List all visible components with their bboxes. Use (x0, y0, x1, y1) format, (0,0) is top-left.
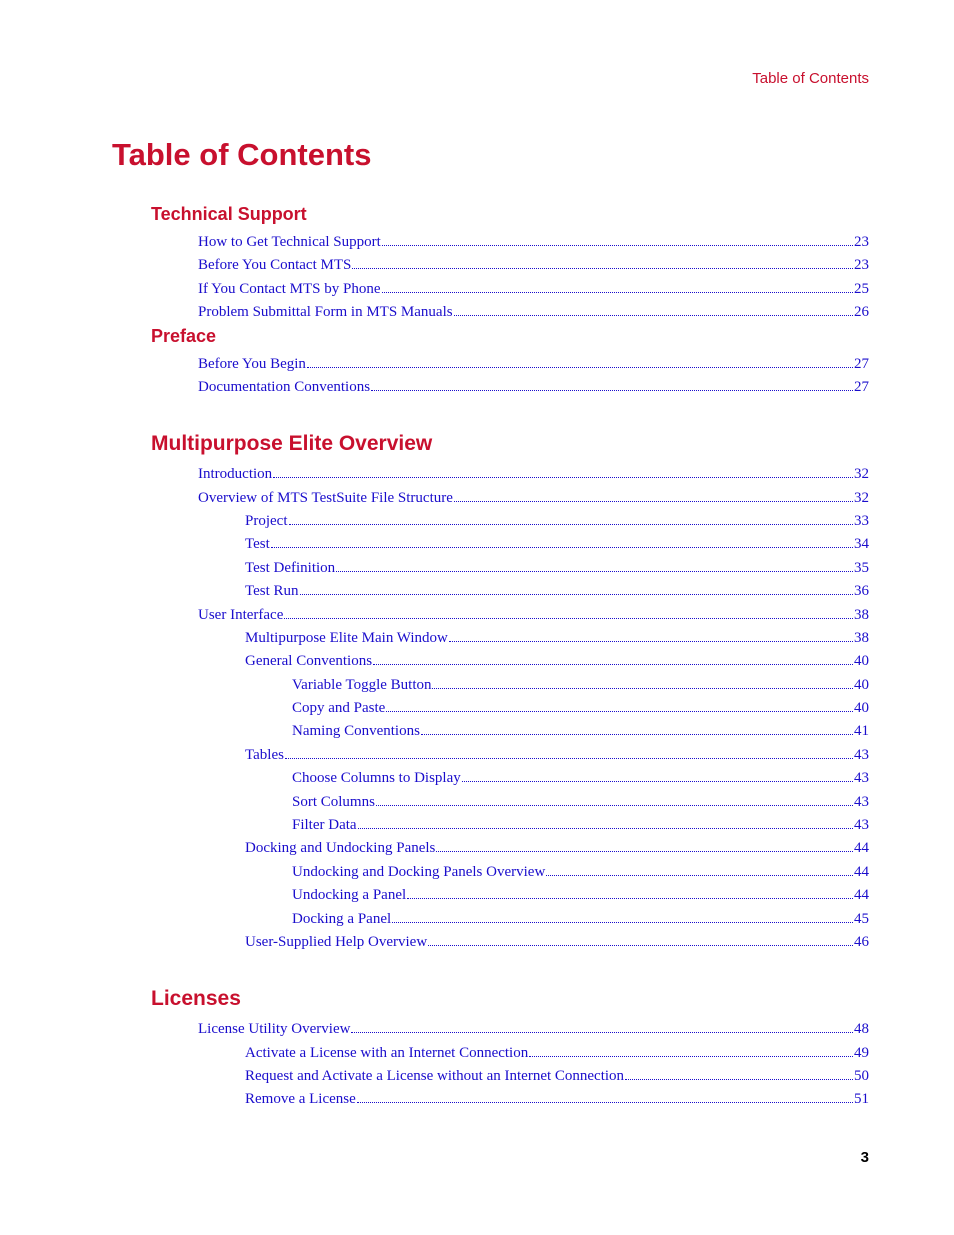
page-title: Table of Contents (112, 137, 372, 172)
toc-entry-request-activate-license[interactable] (245, 1064, 869, 1084)
toc-entry-page: 40 (854, 700, 869, 716)
dot-leader (386, 696, 853, 712)
toc-entry-choose-columns[interactable] (292, 766, 869, 786)
toc-entry-label: Before You Contact MTS (198, 257, 352, 273)
toc-entry-docking-a-panel[interactable] (292, 907, 869, 927)
toc-entry-test[interactable] (245, 532, 869, 552)
dot-leader (625, 1064, 853, 1080)
toc-entry-before-you-contact-mts[interactable] (198, 253, 869, 273)
toc-entry-label: Choose Columns to Display (292, 770, 461, 786)
toc-entry-test-definition[interactable] (245, 556, 869, 576)
dot-leader (407, 883, 853, 899)
toc-entry-page: 32 (854, 490, 869, 506)
toc-entry-page: 49 (854, 1045, 869, 1061)
toc-entry-label: Naming Conventions (292, 723, 420, 739)
toc-entry-remove-license[interactable] (245, 1087, 869, 1107)
toc-entry-label: Overview of MTS TestSuite File Structure (198, 490, 453, 506)
dot-leader (436, 836, 853, 852)
dot-leader (462, 766, 853, 782)
toc-entry-page: 23 (854, 234, 869, 250)
toc-entry-page: 36 (854, 583, 869, 599)
toc-entry-page: 44 (854, 864, 869, 880)
toc-entry-page: 40 (854, 653, 869, 669)
toc-entry-page: 44 (854, 840, 869, 856)
toc-entry-label: Request and Activate a License without an Internet Connection (245, 1068, 625, 1084)
toc-entry-page: 23 (854, 257, 869, 273)
toc-entry-test-run[interactable] (245, 579, 869, 599)
toc-entry-sort-columns[interactable] (292, 790, 869, 810)
toc-entry-page: 46 (854, 934, 869, 950)
toc-entry-introduction[interactable] (198, 462, 869, 482)
toc-entry-project[interactable] (245, 509, 869, 529)
toc-entry-page: 32 (854, 466, 869, 482)
toc-entry-label: Test (245, 536, 270, 552)
toc-entry-general-conventions[interactable] (245, 649, 869, 669)
toc-entry-label: Test Definition (245, 560, 336, 576)
dot-leader (454, 300, 853, 316)
dot-leader (382, 230, 853, 246)
dot-leader (357, 1087, 853, 1103)
dot-leader (449, 626, 853, 642)
dot-leader (454, 486, 853, 502)
toc-entry-page: 44 (854, 887, 869, 903)
toc-entry-label: Sort Columns (292, 794, 375, 810)
dot-leader (289, 509, 854, 525)
toc-entry-label: Undocking and Docking Panels Overview (292, 864, 546, 880)
toc-entry-overview-of-file-structure[interactable] (198, 486, 869, 506)
toc-entry-activate-license[interactable] (245, 1041, 869, 1061)
dot-leader (371, 375, 853, 391)
dot-leader (432, 673, 853, 689)
toc-entry-label: License Utility Overview (198, 1021, 351, 1037)
toc-entry-label: Tables (245, 747, 284, 763)
toc-entry-naming-conventions[interactable] (292, 719, 869, 739)
toc-entry-page: 43 (854, 770, 869, 786)
toc-entry-page: 38 (854, 630, 869, 646)
toc-entry-label: General Conventions (245, 653, 373, 669)
toc-entry-page: 33 (854, 513, 869, 529)
dot-leader (392, 907, 853, 923)
toc-entry-undocking-docking-overview[interactable] (292, 860, 869, 880)
dot-leader (382, 277, 853, 293)
section-heading-preface: Preface (151, 326, 217, 346)
dot-leader (376, 790, 853, 806)
toc-entry-page: 43 (854, 747, 869, 763)
toc-entry-label: Before You Begin (198, 356, 306, 372)
toc-entry-how-to-get-technical-support[interactable] (198, 230, 869, 250)
toc-entry-license-utility-overview[interactable] (198, 1017, 869, 1037)
toc-entry-label: Documentation Conventions (198, 379, 371, 395)
toc-entry-user-supplied-help[interactable] (245, 930, 869, 950)
dot-leader (271, 532, 853, 548)
toc-entry-label: User-Supplied Help Overview (245, 934, 428, 950)
toc-entry-main-window[interactable] (245, 626, 869, 646)
toc-entry-label: Docking and Undocking Panels (245, 840, 436, 856)
toc-entry-page: 41 (854, 723, 869, 739)
toc-entry-documentation-conventions[interactable] (198, 375, 869, 395)
toc-entry-label: Project (245, 513, 288, 529)
dot-leader (307, 352, 853, 368)
dot-leader (284, 603, 853, 619)
dot-leader (421, 719, 853, 735)
toc-entry-page: 51 (854, 1091, 869, 1107)
toc-entry-page: 50 (854, 1068, 869, 1084)
toc-entry-label: Copy and Paste (292, 700, 386, 716)
toc-entry-label: Variable Toggle Button (292, 677, 432, 693)
toc-entry-label: Filter Data (292, 817, 357, 833)
toc-entry-page: 35 (854, 560, 869, 576)
toc-entry-page: 38 (854, 607, 869, 623)
toc-entry-label: If You Contact MTS by Phone (198, 281, 381, 297)
toc-entry-label: Undocking a Panel (292, 887, 407, 903)
toc-entry-before-you-begin[interactable] (198, 352, 869, 372)
toc-entry-page: 48 (854, 1021, 869, 1037)
section-heading-technical-support: Technical Support (151, 204, 307, 224)
toc-entry-problem-submittal-form[interactable] (198, 300, 869, 320)
toc-entry-label: How to Get Technical Support (198, 234, 381, 250)
dot-leader (428, 930, 853, 946)
toc-entry-user-interface[interactable] (198, 603, 869, 623)
toc-entry-filter-data[interactable] (292, 813, 869, 833)
dot-leader (300, 579, 853, 595)
toc-entry-undocking-a-panel[interactable] (292, 883, 869, 903)
dot-leader (373, 649, 853, 665)
dot-leader (336, 556, 853, 572)
toc-entry-page: 43 (854, 794, 869, 810)
toc-entry-page: 43 (854, 817, 869, 833)
dot-leader (352, 253, 853, 269)
toc-entry-page: 27 (854, 356, 869, 372)
toc-entry-page: 26 (854, 304, 869, 320)
toc-entry-tables[interactable] (245, 743, 869, 763)
section-heading-multipurpose-elite-overview: Multipurpose Elite Overview (151, 432, 433, 455)
toc-entry-label: Problem Submittal Form in MTS Manuals (198, 304, 453, 320)
toc-entry-variable-toggle-button[interactable] (292, 673, 869, 693)
toc-entry-page: 34 (854, 536, 869, 552)
section-heading-licenses: Licenses (151, 987, 241, 1010)
toc-entry-copy-and-paste[interactable] (292, 696, 869, 716)
toc-entry-label: Remove a License (245, 1091, 356, 1107)
toc-entry-page: 27 (854, 379, 869, 395)
toc-entry-label: User Interface (198, 607, 284, 623)
toc-entry-label: Test Run (245, 583, 299, 599)
toc-entry-page: 45 (854, 911, 869, 927)
dot-leader (358, 813, 853, 829)
dot-leader (273, 462, 853, 478)
dot-leader (529, 1041, 853, 1057)
toc-entry-page: 25 (854, 281, 869, 297)
toc-entry-if-you-contact-mts-by-phone[interactable] (198, 277, 869, 297)
toc-entry-page: 40 (854, 677, 869, 693)
toc-entry-label: Introduction (198, 466, 273, 482)
dot-leader (546, 860, 853, 876)
toc-entry-label: Multipurpose Elite Main Window (245, 630, 448, 646)
toc-entry-docking-and-undocking[interactable] (245, 836, 869, 856)
running-header: Table of Contents (752, 70, 869, 87)
dot-leader (351, 1017, 853, 1033)
dot-leader (285, 743, 853, 759)
toc-entry-label: Activate a License with an Internet Connection (245, 1045, 529, 1061)
page-number: 3 (860, 1149, 869, 1166)
toc-entry-label: Docking a Panel (292, 911, 392, 927)
